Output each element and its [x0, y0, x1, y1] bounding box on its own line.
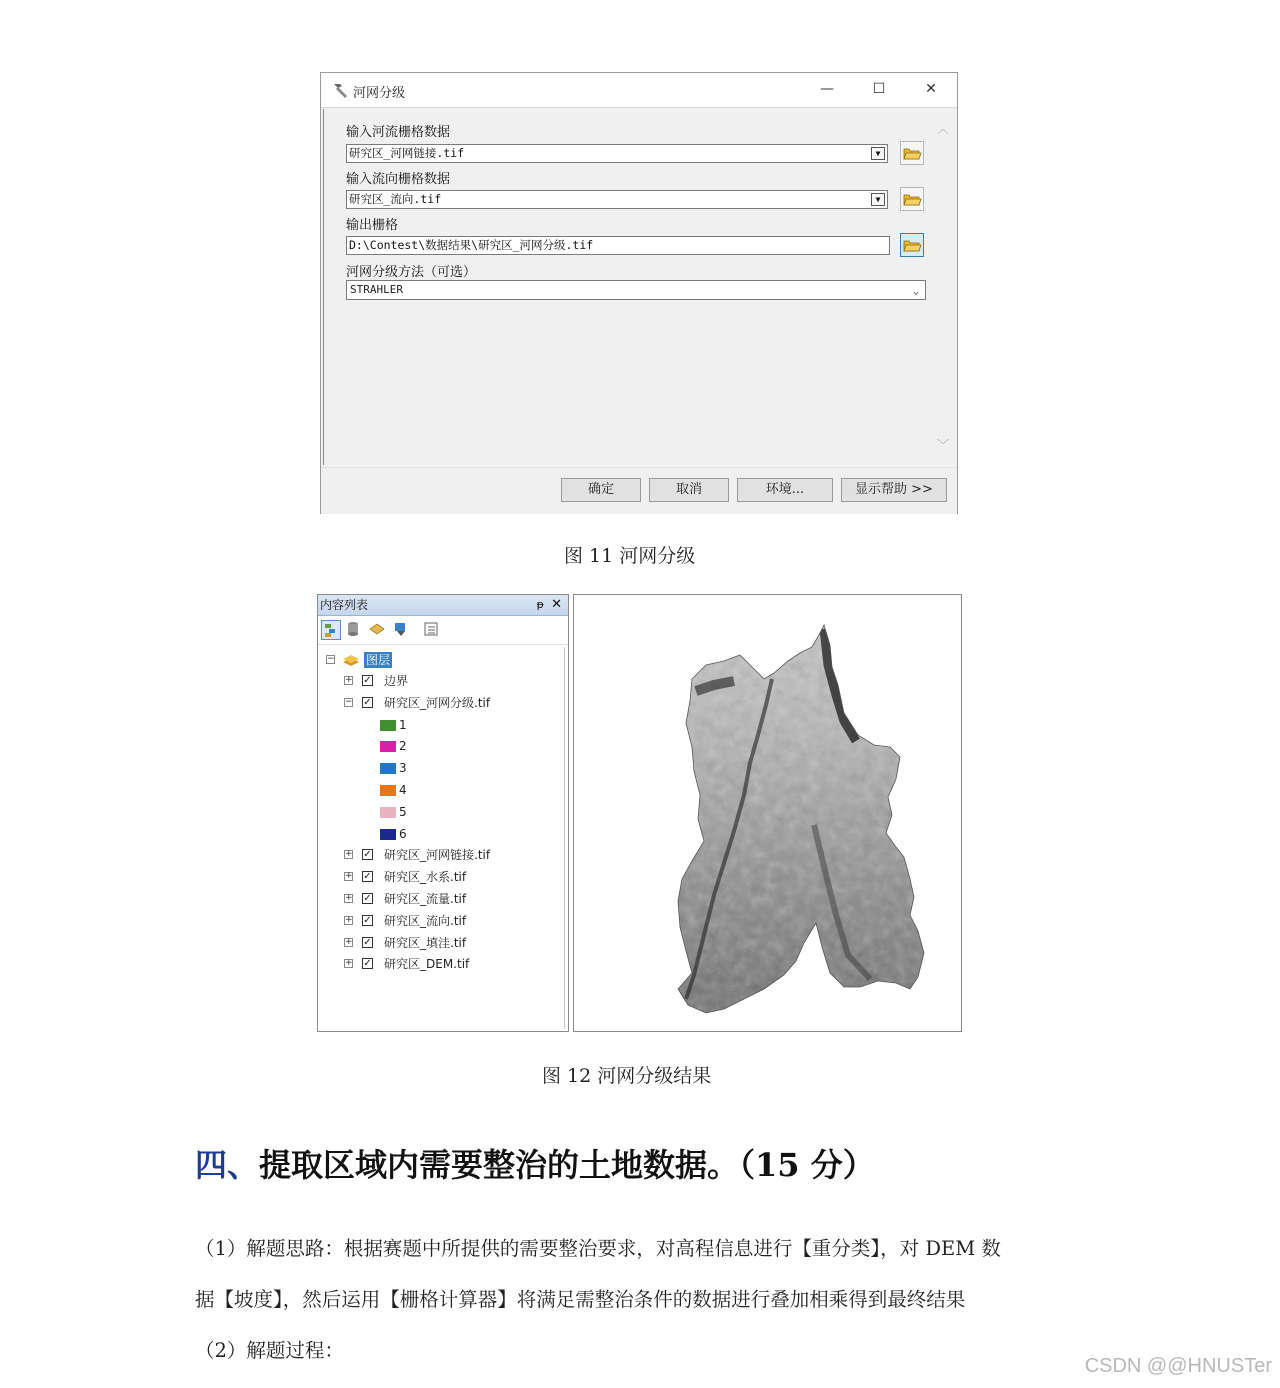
- scroll-down-icon[interactable]: ﹀: [936, 438, 949, 452]
- input-flow-direction-value: 研究区_流向.tif: [349, 192, 442, 206]
- map-view[interactable]: [573, 594, 962, 1032]
- input-flow-direction-combo[interactable]: [346, 190, 888, 209]
- list-by-drawing-order-button[interactable]: [321, 620, 341, 640]
- legend-class-row: [380, 716, 440, 734]
- environments-button[interactable]: 环境...: [737, 478, 833, 502]
- drawing-order-icon: [322, 621, 340, 639]
- legend-swatch: [380, 741, 396, 752]
- chevron-down-icon: ⌄: [912, 286, 919, 297]
- dropdown-arrow-icon[interactable]: ▼: [871, 193, 885, 206]
- legend-class-row: [380, 803, 440, 821]
- maximize-button[interactable]: ☐: [872, 81, 886, 97]
- expand-icon[interactable]: +: [345, 893, 353, 903]
- legend-swatch: [380, 829, 396, 840]
- legend-class-label: 5: [399, 804, 407, 819]
- collapse-icon[interactable]: −: [327, 654, 335, 664]
- toc-tree: [318, 647, 565, 1029]
- layer-row[interactable]: [344, 672, 554, 690]
- legend-class-row: [380, 781, 440, 799]
- legend-class-row: [380, 737, 440, 755]
- input-stream-raster-combo[interactable]: [346, 144, 888, 163]
- layer-name: 边界: [384, 674, 409, 688]
- scroll-up-icon[interactable]: ︿: [936, 122, 949, 136]
- paragraph-3: （2）解题过程：: [195, 1339, 344, 1362]
- stream-order-method-label: 河网分级方法（可选）: [346, 265, 477, 280]
- browse-output-raster-button[interactable]: [900, 233, 924, 257]
- dem-map-image: [574, 595, 961, 1031]
- dropdown-arrow-icon[interactable]: ▼: [871, 147, 885, 160]
- expand-icon[interactable]: +: [345, 936, 353, 947]
- selection-icon: [392, 620, 410, 638]
- browse-stream-raster-button[interactable]: [900, 141, 924, 165]
- dialog-titlebar: [321, 73, 957, 108]
- layer-name: 研究区_DEM.tif: [384, 957, 470, 972]
- watermark: CSDN @@HNUSTer: [1084, 1355, 1272, 1377]
- close-button[interactable]: ✕: [925, 81, 937, 97]
- layers-root-row[interactable]: [324, 651, 524, 669]
- dialog-scrollbar[interactable]: [935, 113, 951, 457]
- layer-row[interactable]: [344, 890, 554, 908]
- dialog-title: 河网分级: [353, 86, 406, 101]
- legend-class-row: [380, 825, 440, 843]
- layer-row[interactable]: [344, 955, 554, 973]
- open-folder-icon: [901, 188, 923, 210]
- layer-name: 研究区_河网分级.tif: [384, 695, 491, 710]
- expand-icon[interactable]: +: [345, 958, 353, 969]
- minimize-button[interactable]: —: [820, 81, 834, 97]
- layer-name: 研究区_流向.tif: [384, 913, 467, 928]
- list-options-icon: [422, 620, 440, 638]
- paragraph-1: （1）解题思路：根据赛题中所提供的需要整治要求，对高程信息进行【重分类】，对 DEM 数: [195, 1237, 1001, 1260]
- toc-toolbar: [318, 616, 568, 645]
- expand-icon[interactable]: +: [345, 914, 353, 925]
- layer-name: 研究区_流量.tif: [384, 892, 467, 906]
- layer-name: 研究区_水系.tif: [384, 870, 467, 885]
- layer-row[interactable]: [344, 934, 554, 952]
- layer-visibility-checkbox[interactable]: ✓: [363, 675, 372, 686]
- hammer-icon: [331, 81, 349, 99]
- dialog-footer: [321, 467, 957, 514]
- show-help-button[interactable]: 显示帮助 >>: [841, 478, 947, 502]
- open-folder-icon: [901, 142, 923, 164]
- section-title: 提取区域内需要整治的土地数据。（15 分）: [259, 1146, 875, 1184]
- layer-visibility-checkbox[interactable]: ✓: [363, 893, 372, 904]
- legend-swatch: [380, 807, 396, 818]
- expand-icon[interactable]: +: [345, 849, 353, 860]
- legend-class-label: 4: [399, 783, 407, 797]
- expand-icon[interactable]: +: [345, 675, 353, 685]
- dialog-body: [323, 109, 936, 465]
- legend-swatch: [380, 785, 396, 796]
- legend-swatch: [380, 763, 396, 774]
- close-icon[interactable]: ✕: [551, 597, 562, 612]
- layer-name: 研究区_河网链接.tif: [384, 848, 491, 863]
- layer-row[interactable]: [344, 912, 554, 930]
- output-raster-label: 输出栅格: [346, 218, 399, 233]
- layer-visibility-checkbox[interactable]: ✓: [363, 914, 372, 926]
- layer-visibility-checkbox[interactable]: ✓: [363, 849, 372, 861]
- list-by-selection-button[interactable]: [392, 620, 412, 640]
- layer-visibility-checkbox[interactable]: ✓: [363, 871, 372, 883]
- database-icon: [344, 620, 362, 638]
- legend-swatch: [380, 720, 396, 731]
- section-number: 四、: [195, 1146, 260, 1184]
- legend-class-row: [380, 759, 440, 777]
- stream-order-dialog: [320, 72, 958, 514]
- stream-order-method-select[interactable]: [346, 280, 926, 300]
- figure-12-caption: 图 12 河网分级结果: [542, 1065, 712, 1087]
- layer-row[interactable]: [344, 868, 554, 886]
- input-stream-raster-label: 输入河流栅格数据: [346, 125, 451, 140]
- layer-visibility-checkbox[interactable]: ✓: [363, 936, 372, 948]
- legend-class-label: 6: [399, 826, 407, 841]
- list-by-source-button[interactable]: [344, 620, 364, 640]
- list-by-visibility-button[interactable]: [368, 620, 388, 640]
- section-heading: [195, 1140, 875, 1186]
- stream-order-method-value: STRAHLER: [350, 283, 403, 296]
- browse-flow-direction-button[interactable]: [900, 187, 924, 211]
- table-of-contents-panel: [317, 594, 569, 1032]
- layer-row[interactable]: [344, 694, 554, 712]
- toc-title: 内容列表: [320, 598, 369, 612]
- paragraph-2: 据【坡度】，然后运用【栅格计算器】将满足需整治条件的数据进行叠加相乘得到最终结果: [195, 1288, 966, 1311]
- legend-class-label: 3: [399, 761, 407, 776]
- output-raster-input[interactable]: D:\Contest\数据结果\研究区_河网分级.tif: [346, 236, 890, 255]
- legend-class-label: 1: [399, 717, 407, 732]
- layer-visibility-checkbox[interactable]: ✓: [363, 696, 372, 708]
- input-stream-raster-value: 研究区_河网链接.tif: [349, 146, 465, 160]
- figure-11-caption: 图 11 河网分级: [564, 545, 696, 567]
- layers-root-label: 图层: [366, 653, 391, 667]
- options-button[interactable]: [422, 620, 442, 640]
- expand-icon[interactable]: +: [345, 871, 353, 882]
- layer-visibility-checkbox[interactable]: ✓: [363, 958, 372, 970]
- input-flow-direction-label: 输入流向栅格数据: [346, 172, 451, 187]
- layers-visibility-icon: [368, 620, 386, 638]
- cancel-button[interactable]: 取消: [649, 478, 729, 502]
- open-folder-icon: [901, 234, 923, 256]
- layers-stack-icon: [342, 652, 360, 668]
- ok-button[interactable]: 确定: [561, 478, 641, 502]
- layer-name: 研究区_填洼.tif: [384, 935, 467, 950]
- pin-icon[interactable]: ᵽ: [536, 598, 544, 611]
- legend-class-label: 2: [399, 739, 407, 754]
- collapse-icon[interactable]: −: [345, 696, 353, 707]
- layer-row[interactable]: [344, 846, 554, 864]
- toc-header: [318, 595, 568, 616]
